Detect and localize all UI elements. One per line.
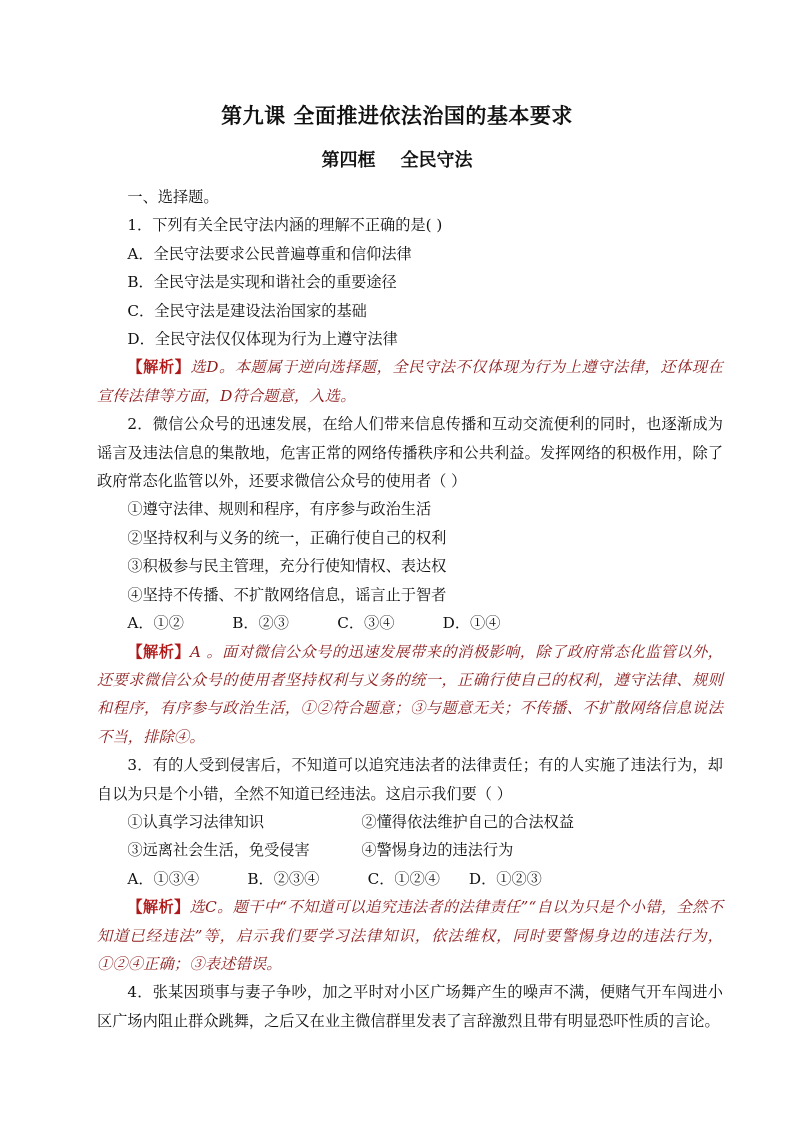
analysis-text: 选D。本题属于逆向选择题，全民守法不仅体现为行为上遵守法律，还体现在宣传法律等方面，D符合题意，入选。 (97, 358, 723, 405)
question-3-items-row-1 (97, 808, 723, 836)
question-3-item-4: ④警惕身边的违法行为 (361, 841, 514, 860)
section-heading: 一、选择题。 (127, 188, 219, 206)
question-1-option-d: D．全民守法仅仅体现为行为上遵守法律 (127, 330, 398, 349)
question-3-item-1: ①认真学习法律知识 (127, 812, 265, 831)
analysis-tag: 【解析】 (127, 898, 190, 917)
question-3-item-3: ③远离社会生活，免受侵害 (127, 841, 310, 860)
analysis-text: A 。面对微信公众号的迅速发展带来的消极影响，除了政府常态化监管以外，还要求微信公众号的使用者坚持权利与义务的统一，正确行使自己的权利，遵守法律、规则和程序，有序参与政治生活，①②符合题意；③与题意无关；不传播、不扩散网络信息说法不当，排除④。 (97, 642, 723, 746)
analysis-tag: 【解析】 (127, 642, 191, 661)
question-2-item-3: ③积极参与民主管理，充分行使知情权、表达权 (127, 557, 447, 576)
analysis-tag: 【解析】 (127, 358, 191, 377)
document-body (97, 183, 723, 1035)
question-1-analysis (97, 353, 723, 410)
analysis-text: 选C。题干中“不知道可以追究违法者的法律责任”“自以为只是个小错，全然不知道已经违法”等，启示我们要学习法律知识，依法维权，同时要警惕身边的违法行为，①②④正确；③表述错误。 (97, 898, 723, 973)
question-1-option-b: B．全民守法是实现和谐社会的重要途径 (127, 273, 397, 292)
question-1-option-c: C．全民守法是建设法治国家的基础 (127, 301, 367, 320)
question-2-stem: 2．微信公众号的迅速发展，在给人们带来信息传播和互动交流便利的同时，也逐渐成为谣言及违法信息的集散地，危害正常的网络传播秩序和公共利益。发挥网络的积极作用，除了政府常态化监管以外，还要求微信公众号的使用者（ ） (97, 415, 723, 491)
question-2-item-4: ④坚持不传播、不扩散网络信息，谣言止于智者 (127, 585, 447, 604)
question-3-stem: 3．有的人受到侵害后，不知道可以追究违法者的法律责任；有的人实施了违法行为，却自以为只是个小错，全然不知道已经违法。这启示我们要（ ） (97, 756, 723, 803)
question-2-analysis (97, 638, 723, 752)
question-3-item-2: ②懂得依法维护自己的合法权益 (361, 812, 575, 831)
question-2-item-2: ②坚持权利与义务的统一，正确行使自己的权利 (127, 528, 447, 547)
question-3-items-row-2 (97, 836, 723, 864)
lesson-title: 第九课 全面推进依法治国的基本要求 (221, 103, 573, 128)
question-3-choices: A．①③④ B．②③④ C．①②④ D．①②③ (127, 869, 542, 888)
question-2-choices: A．①② B．②③ C．③④ D．①④ (127, 614, 501, 633)
question-1-option-a: A．全民守法要求公民普遍尊重和信仰法律 (127, 244, 412, 263)
question-1-stem: 1．下列有关全民守法内涵的理解不正确的是( ) (127, 216, 443, 235)
question-2-item-1: ①遵守法律、规则和程序，有序参与政治生活 (127, 500, 432, 519)
question-4-stem: 4．张某因琐事与妻子争吵，加之平时对小区广场舞产生的噪声不满，便赌气开车闯进小区广场内阻止群众跳舞，之后又在业主微信群里发表了言辞激烈且带有明显恐吓性质的言论。 (97, 983, 723, 1030)
section-subtitle: 第四框 全民守法 (321, 150, 473, 171)
question-3-analysis (97, 893, 723, 978)
